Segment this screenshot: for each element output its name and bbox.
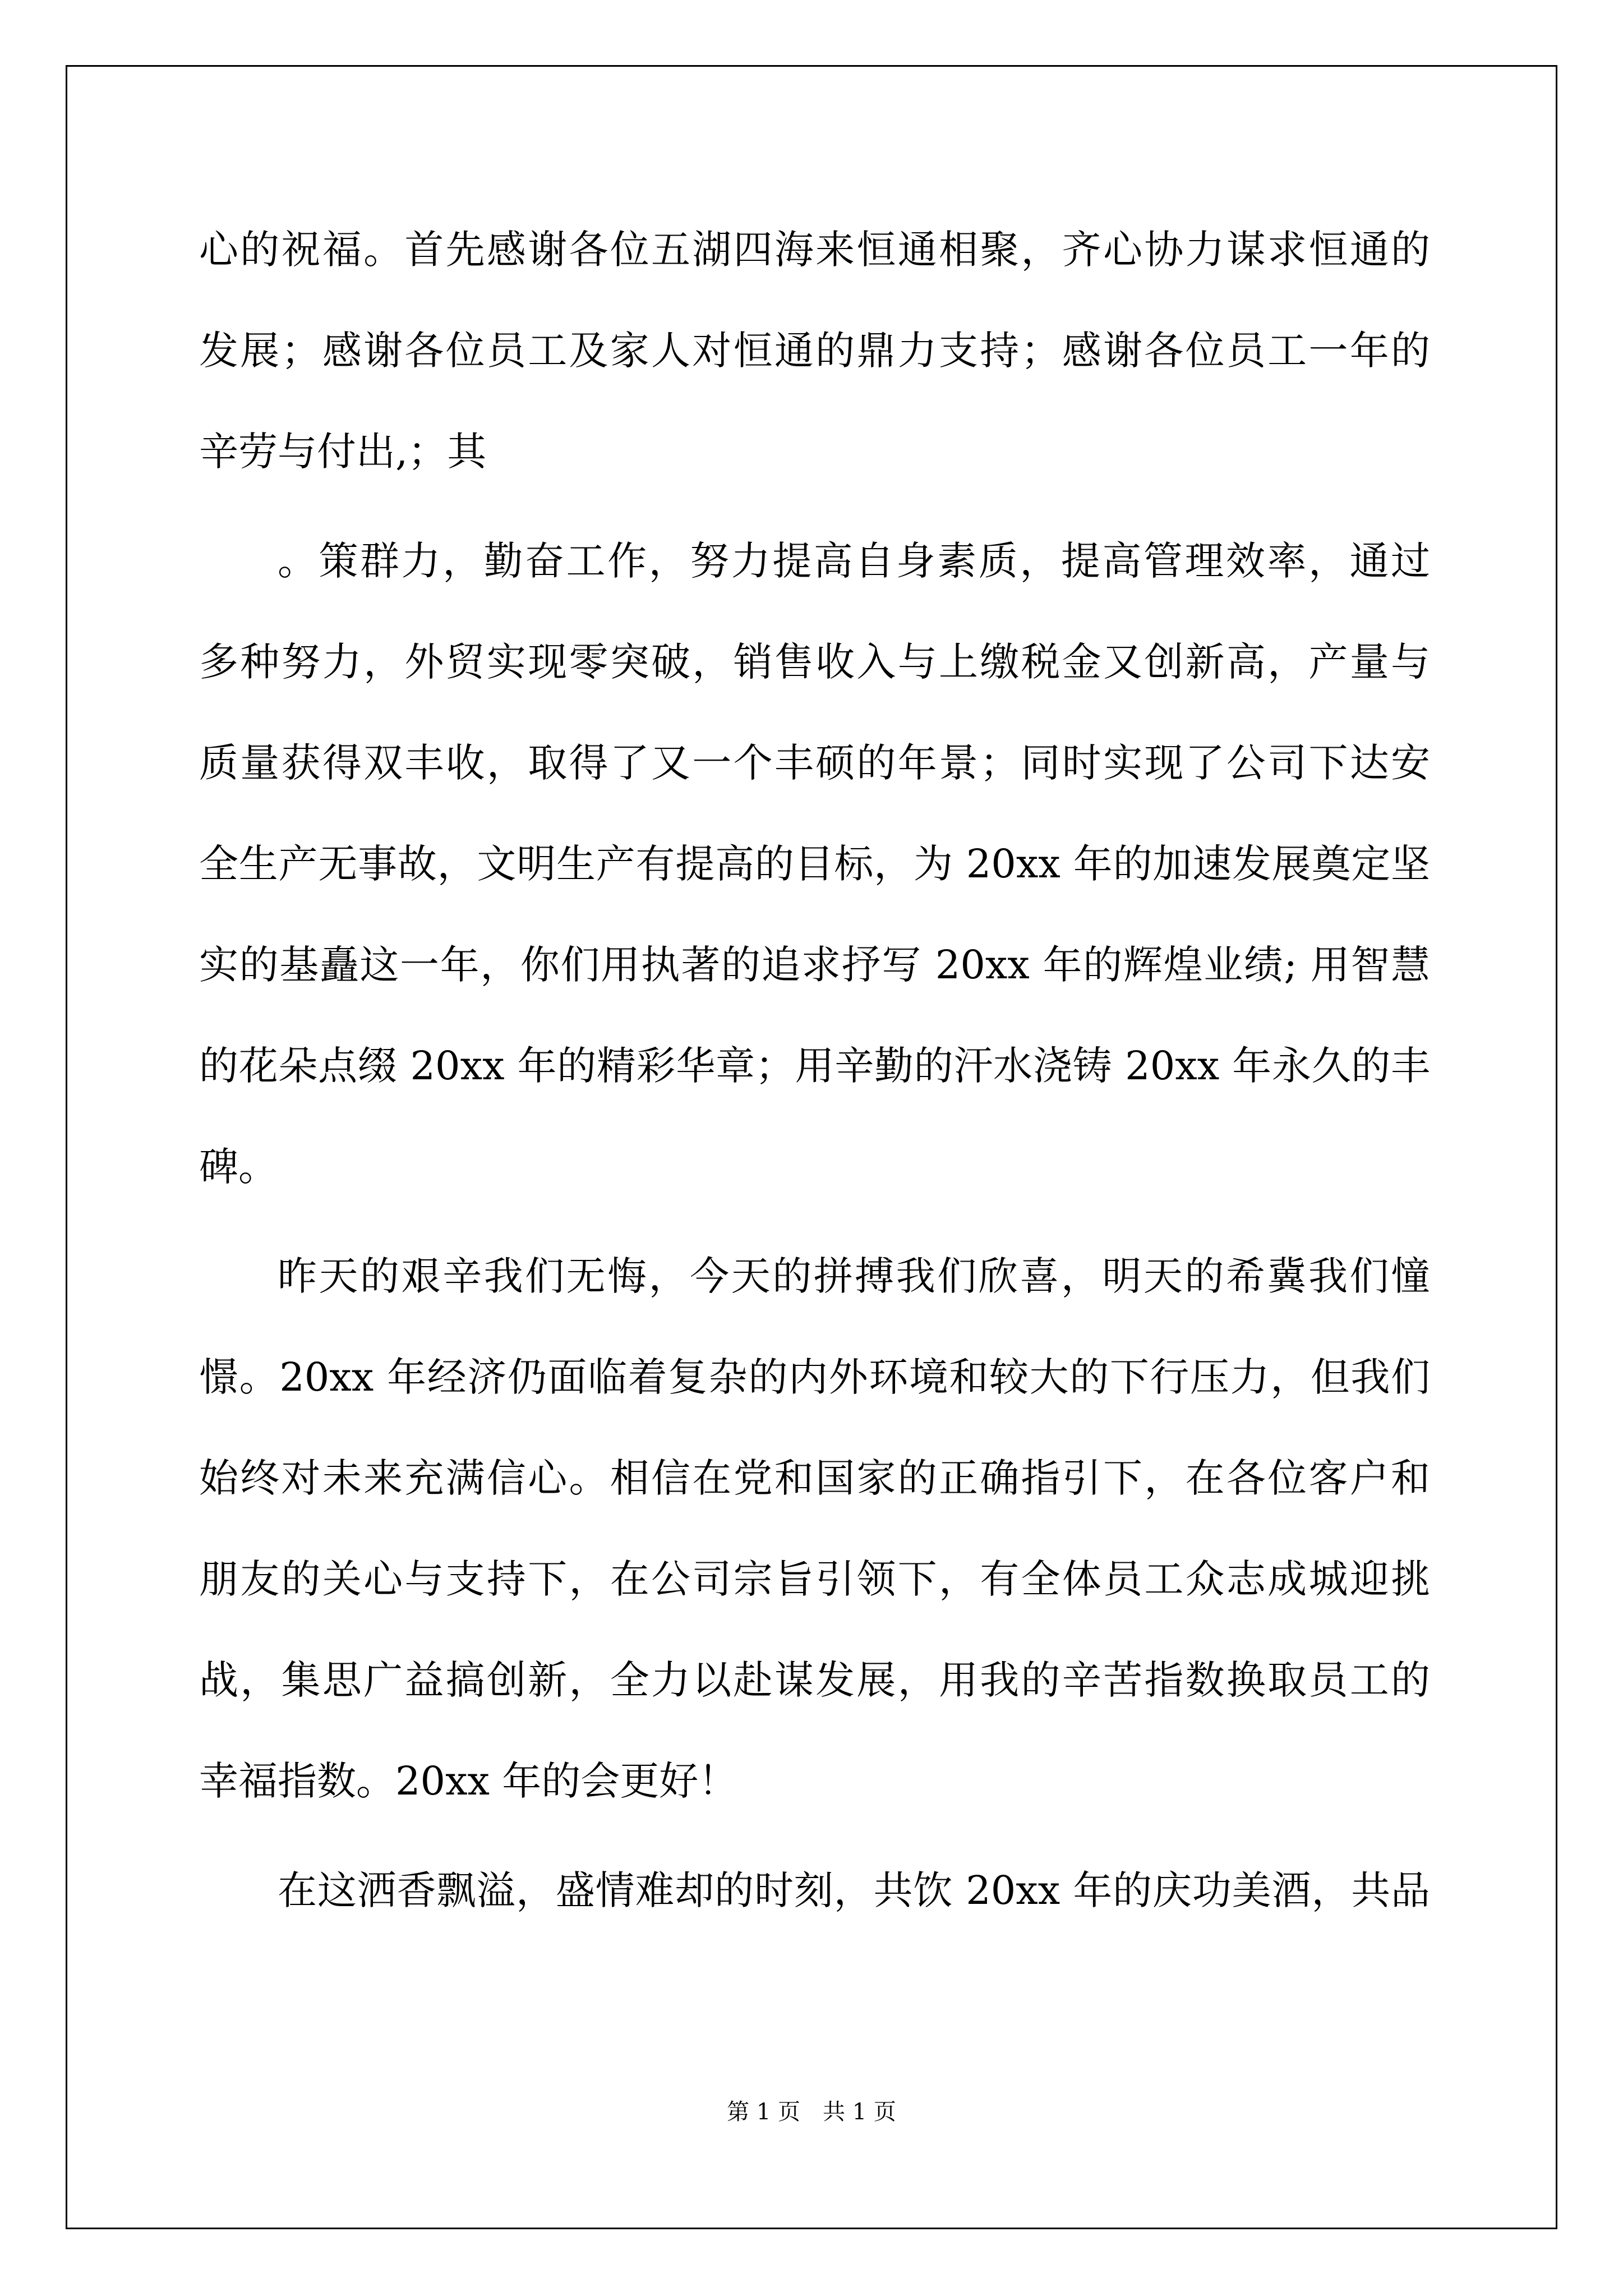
- text-line: 碑。: [199, 1144, 278, 1190]
- text-line: 幸福指数。20xx 年的会更好！: [199, 1758, 738, 1804]
- text-line: 战，集思广益搞创新，全力以赴谋发展，用我的辛苦指数换取员工的: [199, 1657, 1430, 1703]
- text-line: 全生产无事故，文明生产有提高的目标，为 20xx 年的加速发展奠定坚: [199, 841, 1430, 887]
- text-line: 心的祝福。首先感谢各位五湖四海来恒通相聚，齐心协力谋求恒通的: [199, 227, 1430, 273]
- text-line: 实的基矗这一年，你们用执著的追求抒写 20xx 年的辉煌业绩; 用智慧: [199, 942, 1430, 988]
- text-line: 。策群力，勤奋工作，努力提高自身素质，提高管理效率，通过: [278, 538, 1430, 584]
- paragraph: [199, 208, 1430, 510]
- text-line: 在这洒香飘溢，盛情难却的时刻，共饮 20xx 年的庆功美酒，共品: [278, 1867, 1430, 1913]
- document-body: [199, 208, 1430, 1949]
- text-line: 始终对未来充满信心。相信在党和国家的正确指引下，在各位客户和: [199, 1455, 1430, 1501]
- text-line: 发展；感谢各位员工及家人对恒通的鼎力支持；感谢各位员工一年的: [199, 328, 1430, 374]
- text-line: 憬。20xx 年经济仍面临着复杂的内外环境和较大的下行压力，但我们: [199, 1354, 1430, 1400]
- text-line: 的花朵点缀 20xx 年的精彩华章；用辛勤的汗水浇铸 20xx 年永久的丰: [199, 1043, 1430, 1089]
- text-line: 昨天的艰辛我们无悔，今天的拼搏我们欣喜，明天的希冀我们憧: [278, 1253, 1430, 1299]
- text-line: 多种努力，外贸实现零突破，销售收入与上缴税金又创新高，产量与: [199, 639, 1430, 685]
- paragraph: [199, 1234, 1430, 1840]
- text-line: 朋友的关心与支持下，在公司宗旨引领下，有全体员工众志成城迎挑: [199, 1556, 1430, 1602]
- text-line: 质量获得双丰收，取得了又一个丰硕的年景；同时实现了公司下达安: [199, 740, 1430, 786]
- page-footer: 第 1 页 共 1 页: [727, 2099, 896, 2125]
- paragraph: [199, 519, 1430, 1226]
- paragraph: [199, 1848, 1430, 1949]
- text-line: 辛劳与付出,；其: [199, 429, 487, 475]
